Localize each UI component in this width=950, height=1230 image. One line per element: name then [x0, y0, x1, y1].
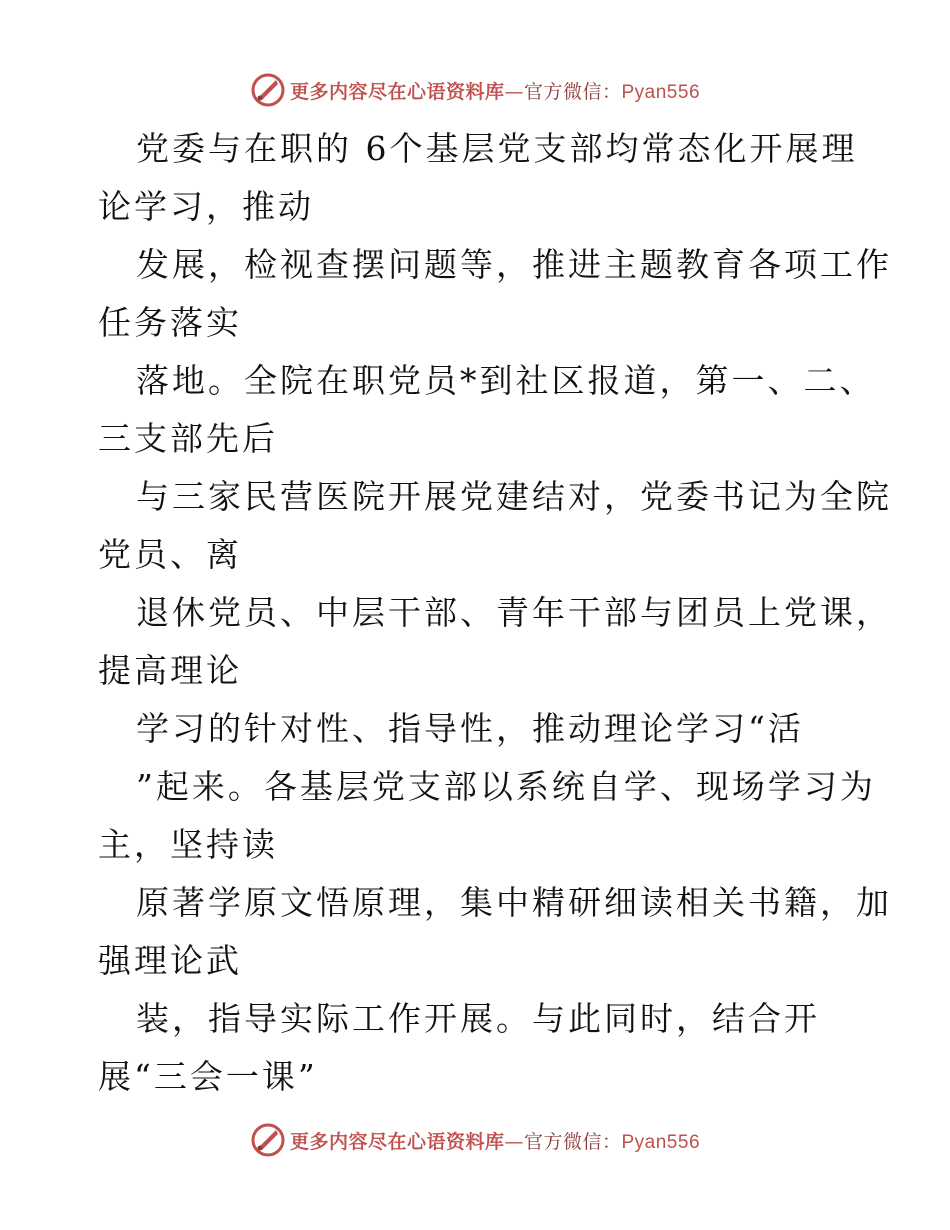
footer-banner-text [290, 1127, 700, 1154]
body-line: 落地。全院在职党员*到社区报道，第一、二、 [136, 361, 876, 400]
header-banner-text [290, 77, 700, 104]
body-line: 退休党员、中层干部、青年干部与团员上党课， [136, 593, 892, 632]
body-line: 提高理论 [98, 651, 242, 690]
header-banner [0, 70, 950, 110]
body-line: 学习的针对性、指导性，推动理论学习“活 [136, 709, 804, 748]
banner-wechat-id: Pyan556 [621, 1131, 701, 1153]
quill-pen-logo-icon [250, 72, 286, 108]
banner-library-name: 更多内容尽在心语资料库 [289, 80, 505, 103]
body-line: 强理论武 [98, 941, 242, 980]
footer-banner [0, 1120, 950, 1160]
banner-wechat-label: 官方微信： [523, 80, 622, 103]
banner-dash: — [504, 80, 524, 103]
body-line: 原著学原文悟原理，集中精研细读相关书籍，加 [136, 883, 892, 922]
body-line: 发展，检视查摆问题等，推进主题教育各项工作 [136, 245, 892, 284]
body-line: 展“三会一课” [98, 1057, 318, 1096]
body-line: 主，坚持读 [98, 825, 278, 864]
body-line: 党委与在职的 6个基层党支部均常态化开展理 [136, 129, 858, 168]
document-body [98, 120, 892, 1106]
quill-pen-logo-icon [250, 1122, 286, 1158]
body-line: 三支部先后 [98, 419, 278, 458]
banner-wechat-id: Pyan556 [621, 81, 701, 103]
body-line: ”起来。各基层党支部以系统自学、现场学习为 [136, 767, 876, 806]
banner-wechat-label: 官方微信： [523, 1130, 622, 1153]
body-line: 论学习，推动 [98, 187, 314, 226]
body-line: 任务落实 [98, 303, 242, 342]
banner-dash: — [504, 1130, 524, 1153]
body-line: 党员、离 [98, 535, 242, 574]
body-line: 与三家民营医院开展党建结对，党委书记为全院 [136, 477, 892, 516]
banner-library-name: 更多内容尽在心语资料库 [289, 1130, 505, 1153]
body-line: 装，指导实际工作开展。与此同时，结合开 [136, 999, 820, 1038]
